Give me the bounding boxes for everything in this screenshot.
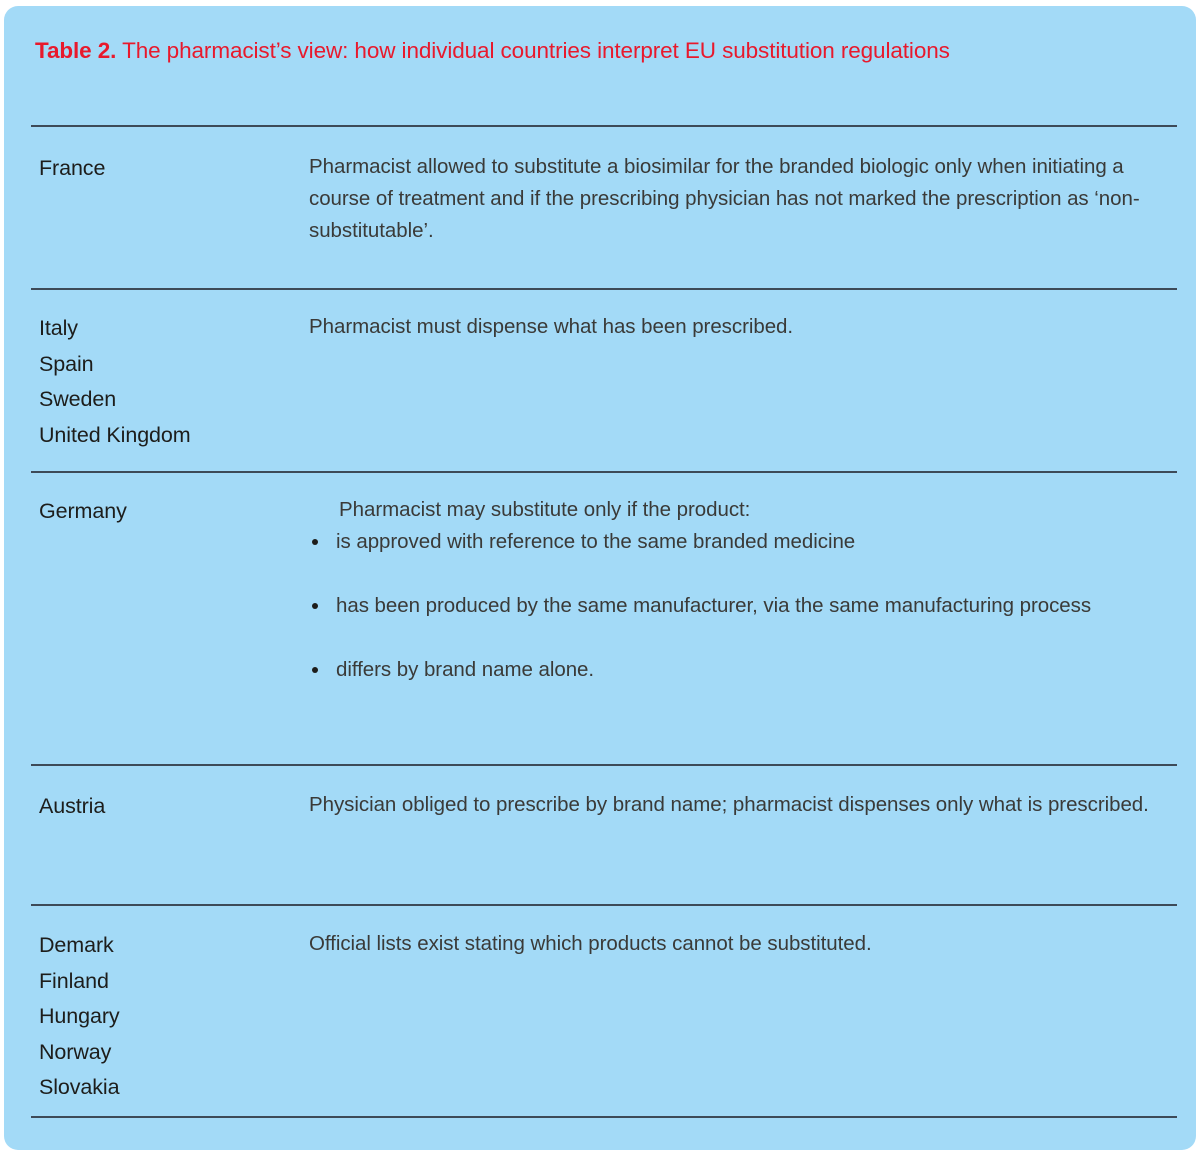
list-item-label: is approved with reference to the same branded medicine bbox=[336, 530, 856, 553]
description-text: Pharmacist must dispense what has been prescribed. bbox=[309, 315, 794, 338]
country-name: Norway bbox=[39, 1039, 112, 1064]
country-name: Spain bbox=[39, 351, 94, 376]
list-item-label: differs by brand name alone. bbox=[336, 658, 595, 681]
list-item bbox=[309, 590, 1159, 622]
table-title-caption: The pharmacist’s view: how individual countries interpret EU substitution regulations bbox=[122, 38, 950, 63]
description-cell bbox=[309, 928, 1159, 960]
bullet-icon bbox=[312, 603, 318, 609]
country-cell bbox=[39, 789, 294, 825]
country-cell bbox=[39, 928, 294, 1106]
country-name: United Kingdom bbox=[39, 422, 191, 447]
bullet-icon bbox=[312, 539, 318, 545]
country-name: Slovakia bbox=[39, 1075, 120, 1099]
description-cell bbox=[309, 151, 1159, 247]
country-name: France bbox=[39, 156, 106, 180]
table-rule-1 bbox=[31, 288, 1177, 290]
table-rule-2 bbox=[31, 471, 1177, 473]
list-item bbox=[309, 526, 1159, 558]
table-rule-top bbox=[31, 125, 1177, 127]
list-item-label: has been produced by the same manufacturer, via the same manufacturing process bbox=[336, 594, 1092, 617]
table-panel bbox=[4, 6, 1196, 1150]
description-text: Official lists exist stating which products cannot be substituted. bbox=[309, 932, 872, 955]
table-rule-4 bbox=[31, 904, 1177, 906]
bullet-icon bbox=[312, 667, 318, 673]
table-title bbox=[35, 36, 1165, 66]
table-title-label: Table 2. bbox=[35, 38, 117, 63]
country-name: Finland bbox=[39, 968, 109, 993]
table-rule-bottom bbox=[31, 1116, 1177, 1118]
country-cell bbox=[39, 494, 294, 530]
description-text: Physician obliged to prescribe by brand name; pharmacist dispenses only what is prescribed. bbox=[309, 793, 1149, 816]
description-text: Pharmacist allowed to substitute a biosimilar for the branded biologic only when initiating a course of treatment and if the prescribing physician has not marked the prescription as ‘non-substitutable’. bbox=[309, 155, 1140, 242]
country-name: Germany bbox=[39, 499, 127, 523]
description-cell bbox=[309, 494, 1159, 686]
requirement-list bbox=[309, 526, 1159, 686]
country-name: Italy bbox=[39, 316, 78, 340]
description-intro: Pharmacist may substitute only if the product: bbox=[339, 498, 751, 521]
country-cell bbox=[39, 311, 294, 453]
country-name: Sweden bbox=[39, 387, 117, 411]
description-cell bbox=[309, 311, 1159, 343]
table-rule-3 bbox=[31, 764, 1177, 766]
description-cell bbox=[309, 789, 1159, 821]
list-item bbox=[309, 654, 1159, 686]
country-name: Austria bbox=[39, 794, 106, 818]
country-name: Demark bbox=[39, 933, 114, 957]
country-name: Hungary bbox=[39, 1004, 120, 1028]
country-cell bbox=[39, 151, 294, 187]
